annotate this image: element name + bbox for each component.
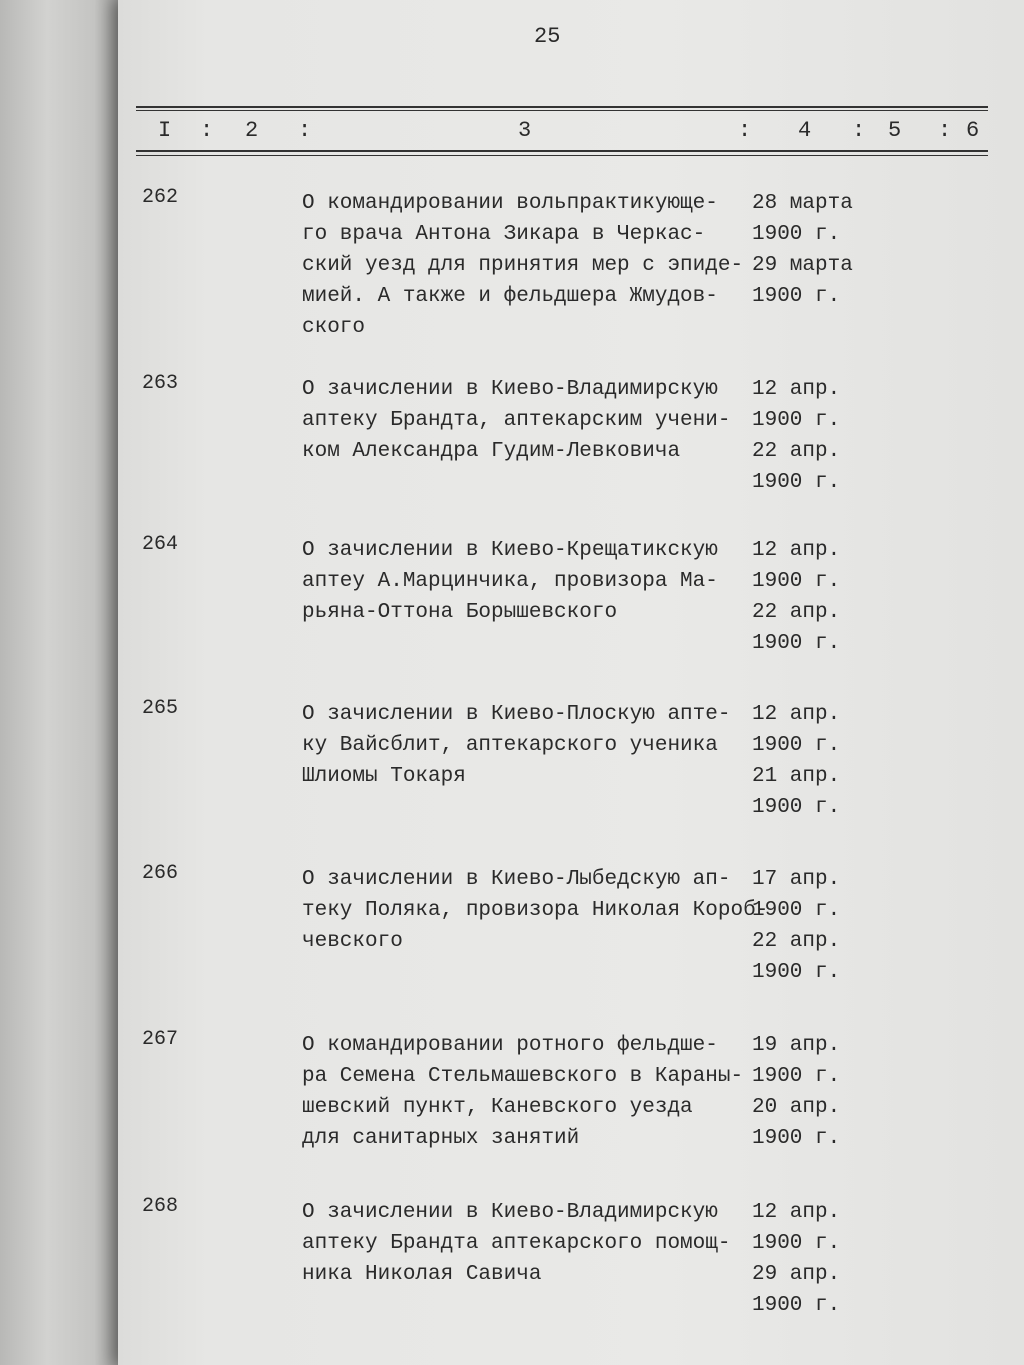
entry-number: 265 [142,697,179,720]
column-header-3: 3 [518,118,534,143]
entry-dates: 19 апр. 1900 г. 20 апр. 1900 г. [752,1034,841,1150]
column-separator: : [852,118,868,143]
header-rule-bottom-thin [136,155,988,156]
entry-number: 264 [142,533,179,556]
register-entry [0,533,1024,683]
column-header-2: 2 [245,118,261,143]
column-header-6: 6 [966,118,982,143]
header-rule-bottom [136,150,988,152]
entry-number: 267 [142,1028,179,1051]
entry-description: О зачислении в Киево-Владимирскую аптеку Брандта аптекарского помощ- ника Николая Савича [302,1201,731,1286]
entry-dates: 12 апр. 1900 г. 29 апр. 1900 г. [752,1201,841,1317]
register-entry [0,862,1024,1012]
register-entry [0,372,1024,522]
page-number: 25 [534,24,561,49]
register-entry [0,1028,1024,1178]
column-header-5: 5 [888,118,904,143]
entry-number: 266 [142,862,179,885]
header-rule-top [136,106,988,108]
entry-dates: 17 апр. 1900 г. 22 апр. 1900 г. [752,868,841,984]
entry-number: 262 [142,186,179,209]
register-entry [0,186,1024,339]
entry-description: О зачислении в Киево-Владимирскую аптеку Брандта, аптекарским учени- ком Александра Гудим-Левковича [302,378,731,463]
column-separator: : [200,118,216,143]
entry-dates: 28 марта 1900 г. 29 марта 1900 г. [752,192,853,308]
entry-description: О зачислении в Киево-Крещатикскую аптеу А.Марцинчика, провизора Ма- рьяна-Оттона Борышевского [302,539,718,624]
entry-dates: 12 апр. 1900 г. 21 апр. 1900 г. [752,703,841,819]
entry-description: О командировании вольпрактикующе- го врача Антона Зикара в Черкас- ский уезд для принятия мер с эпиде- мией. А также и фельдшера Жмудов- ского [302,192,744,339]
header-rule-top-thin [136,110,988,111]
entry-description: О зачислении в Киево-Плоскую апте- ку Вайсблит, аптекарского ученика Шлиомы Токаря [302,703,731,788]
register-entry [0,697,1024,847]
entry-number: 268 [142,1195,179,1218]
column-separator: : [938,118,954,143]
entry-description: О зачислении в Киево-Лыбедскую ап- теку Поляка, провизора Николая Короб- чевского [302,868,769,953]
entry-number: 263 [142,372,179,395]
column-separator: : [738,118,754,143]
column-header-1: I [158,118,174,143]
entry-dates: 12 апр. 1900 г. 22 апр. 1900 г. [752,378,841,494]
entry-description: О командировании ротного фельдше- ра Семена Стельмашевского в Караны- шевский пункт, Каневского уезда для санитарных занятий [302,1034,744,1150]
entry-dates: 12 апр. 1900 г. 22 апр. 1900 г. [752,539,841,655]
column-header-4: 4 [798,118,814,143]
register-entry [0,1195,1024,1345]
column-separator: : [298,118,314,143]
